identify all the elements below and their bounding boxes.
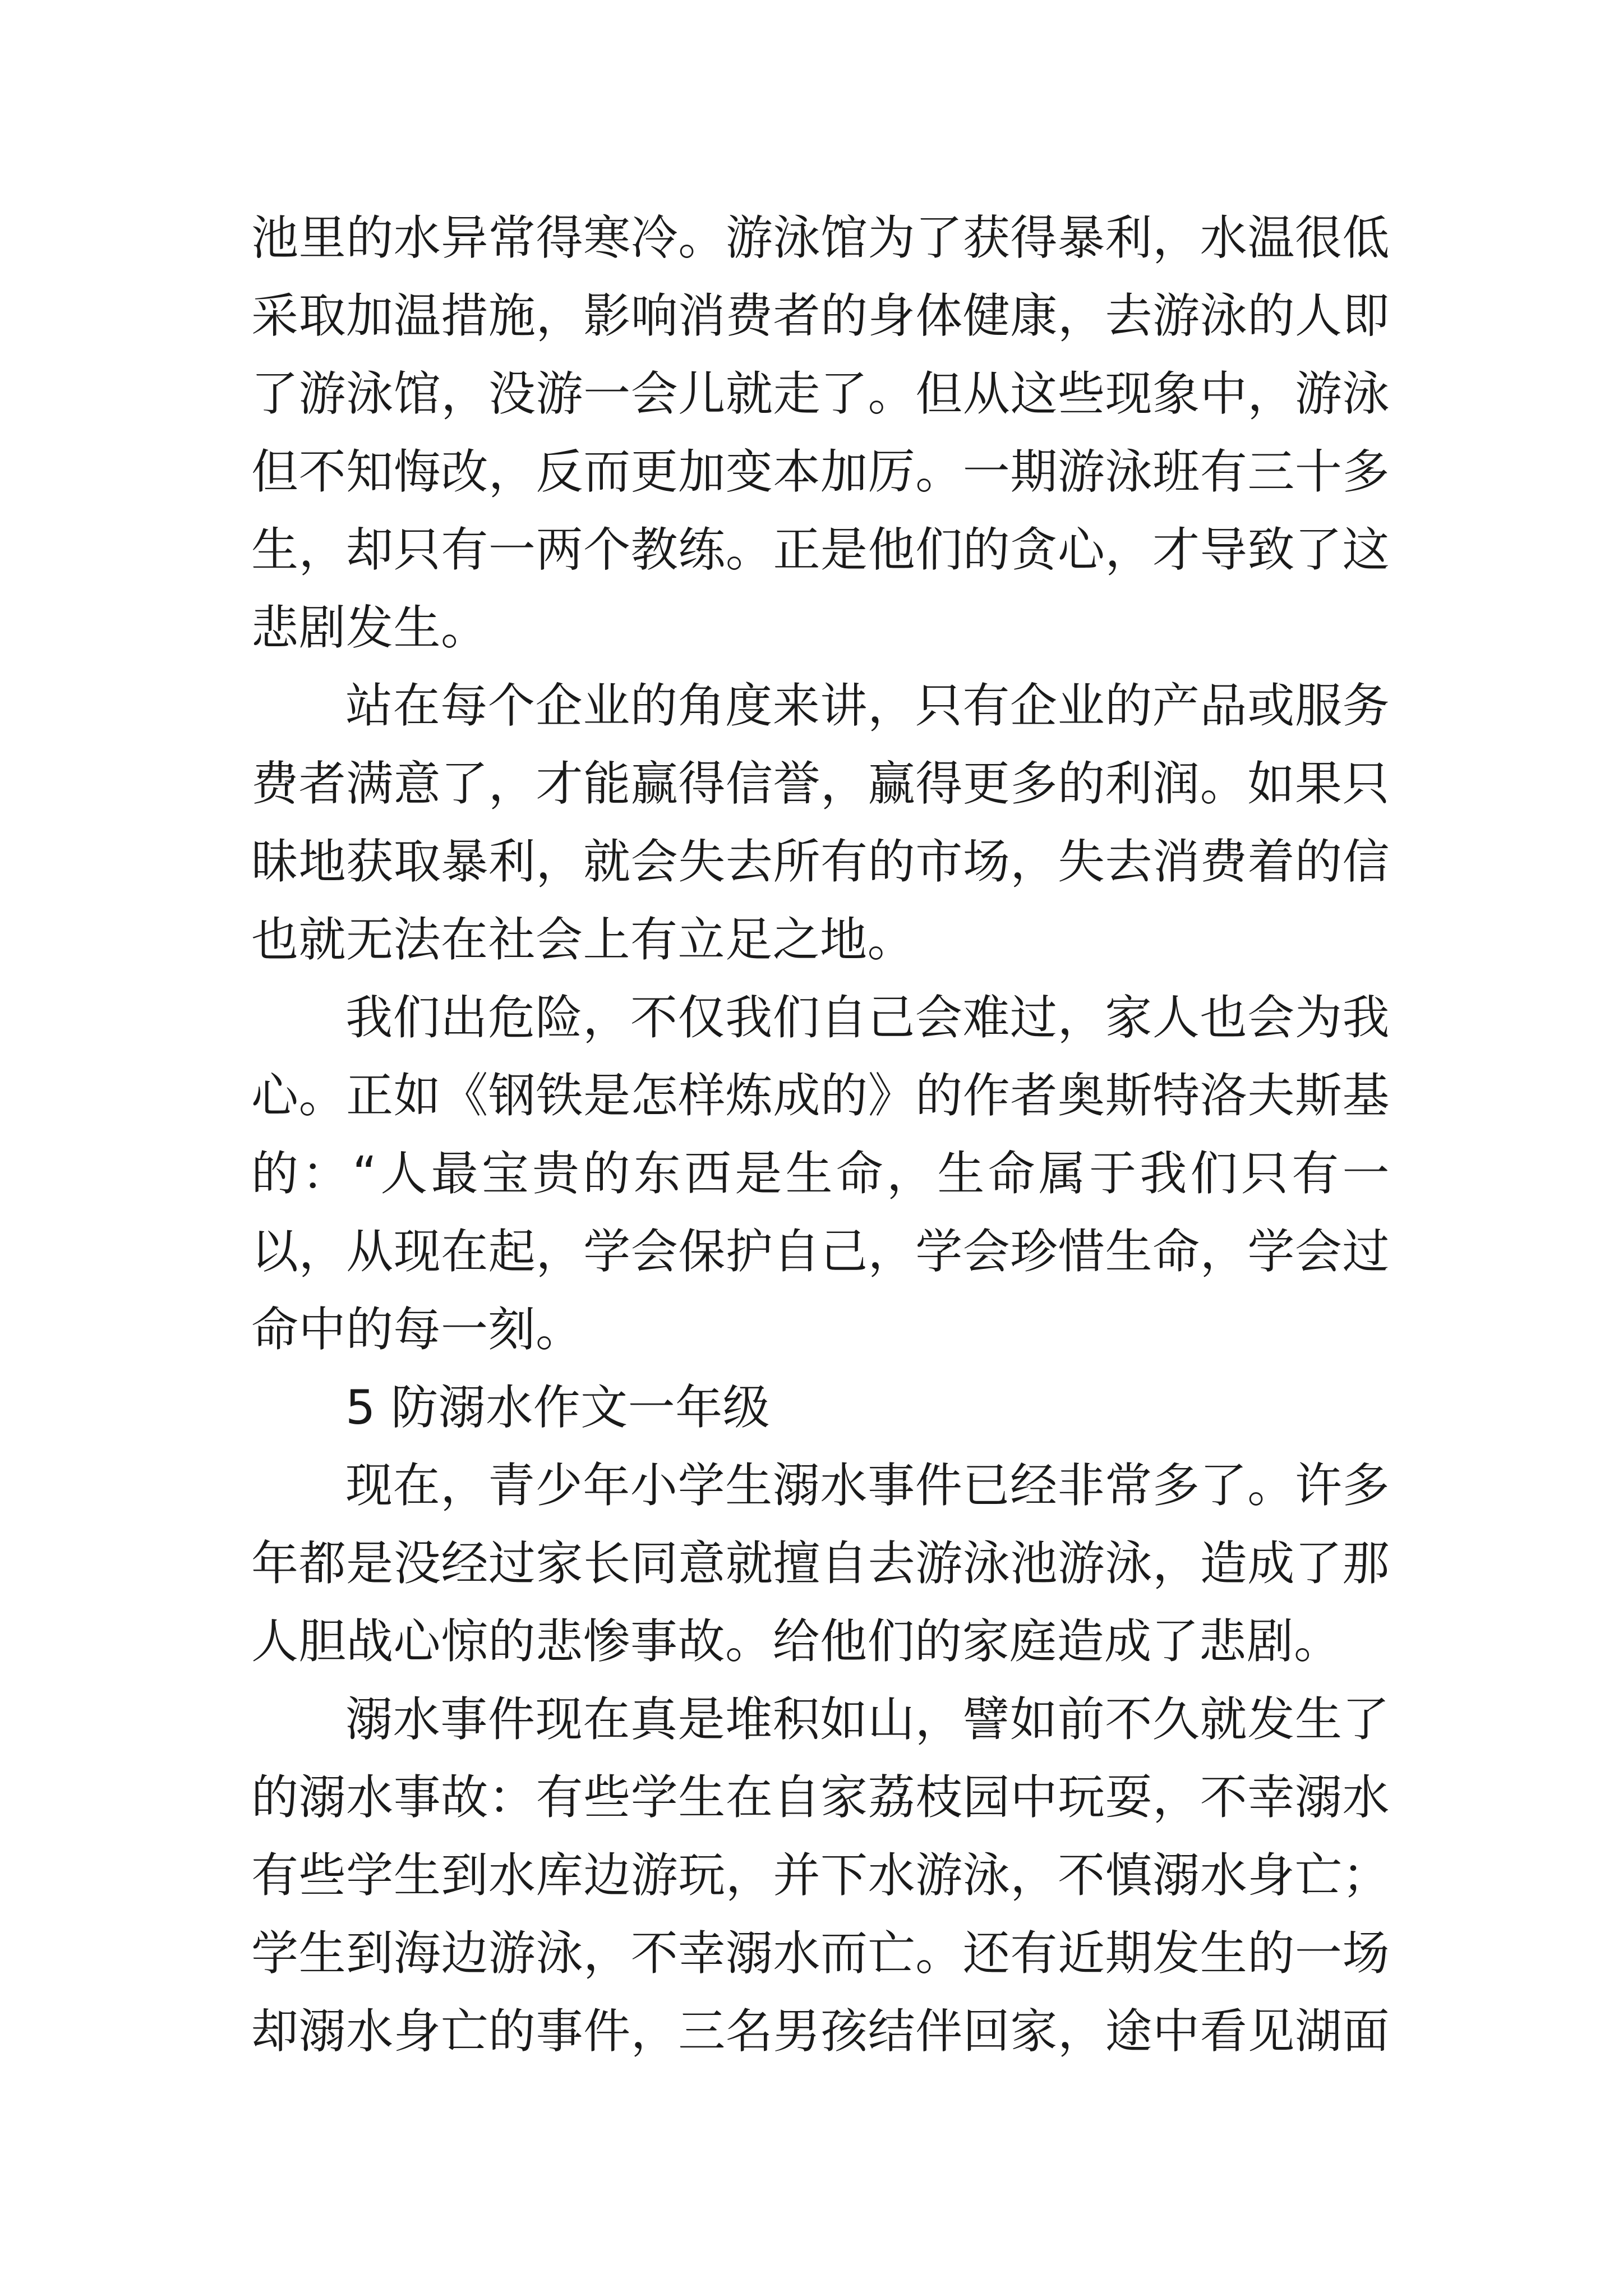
text-line: 昧地获取暴利，就会失去所有的市场，失去消费着的信 [251,834,1390,889]
text-line: 池里的水异常得寒冷。游泳馆为了获得暴利，水温很低 [251,210,1390,265]
text-line: 却溺水身亡的事件，三名男孩结伴回家，途中看见湖面 [251,2004,1390,2059]
text-line: 采取加温措施，影响消费者的身体健康，去游泳的人即 [251,288,1390,343]
text-line: 了游泳馆，没游一会儿就走了。但从这些现象中，游泳 [251,366,1390,421]
section-heading: 5 防溺水作文一年级 [345,1380,771,1435]
document-body [251,199,1390,2070]
text-line: 命中的每一刻。 [251,1302,583,1357]
text-line: 心。正如《钢铁是怎样炼成的》的作者奥斯特洛夫斯基 [251,1068,1390,1123]
text-line: 但不知悔改，反而更加变本加厉。一期游泳班有三十多 [251,444,1390,499]
text-line: 学生到海边游泳，不幸溺水而亡。还有近期发生的一场 [251,1926,1390,1981]
text-line: 也就无法在社会上有立足之地。 [251,912,915,967]
paragraph-first-line: 我们出危险，不仅我们自己会难过，家人也会为我 [345,990,1390,1045]
text-line: 人胆战心惊的悲惨事故。给他们的家庭造成了悲剧。 [251,1614,1341,1669]
paragraph-first-line: 溺水事件现在真是堆积如山，譬如前不久就发生了 [345,1692,1390,1747]
paragraph-first-line: 站在每个企业的角度来讲，只有企业的产品或服务 [345,678,1390,733]
text-line: 悲剧发生。 [251,600,488,655]
text-line: 有些学生到水库边游玩，并下水游泳，不慎溺水身亡； [251,1848,1390,1903]
text-line: 生，却只有一两个教练。正是他们的贪心，才导致了这 [251,522,1390,577]
text-line: 的：“人最宝贵的东西是生命，生命属于我们只有一 [251,1146,1390,1201]
paragraph-first-line: 现在，青少年小学生溺水事件已经非常多了。许多 [345,1458,1390,1513]
text-line: 年都是没经过家长同意就擅自去游泳池游泳，造成了那 [251,1536,1390,1591]
text-line: 的溺水事故：有些学生在自家荔枝园中玩耍，不幸溺水 [251,1770,1390,1825]
text-line: 费者满意了，才能赢得信誉，赢得更多的利润。如果只 [251,756,1390,811]
text-line: 以，从现在起，学会保护自己，学会珍惜生命，学会过 [251,1224,1390,1279]
